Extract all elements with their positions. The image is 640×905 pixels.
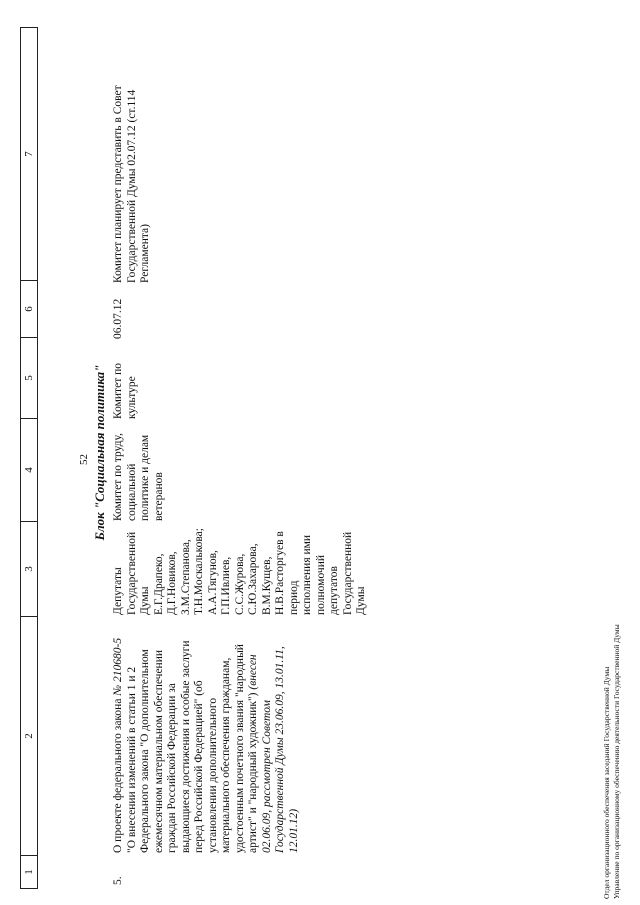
column-number: 4: [21, 418, 37, 521]
bill-title-text: О проекте федерального закона: [112, 695, 124, 853]
bill-title-body: "О внесении изменений в статьи 1 и 2 Федерального закона "О дополнительном ежемесячном материальном обеспечении граждан Российской Федерации за выдающиеся достижения и особые заслуги перед Российской Федерацией" (об установлении дополнительного материального обеспечения гражданам, удостоенным почетного звания "народный артист" и "народный художник"): [125, 640, 259, 853]
column-number: 6: [21, 280, 37, 337]
table-row: [112, 29, 369, 889]
responsible-committee: Комитет по труду, социальной политике и делам ветеранов: [112, 433, 165, 521]
footer-line: Управление по организационному обеспечению деятельности Государственной Думы: [612, 624, 621, 899]
plan-note: Комитет планирует представить в Совет Государственной Думы 02.07.12 (ст.114 Регламента): [112, 85, 151, 283]
authors: Депутаты Государственной Думы Е.Г.Драпеко, Д.Г.Новиков, З.М.Степанова, Т.Н.Москалькова; А.А.Тягунов, Г.П.Ивлиев, С.С.Журова, С.Ю.Захарова, В.М.Кущев, Н.В.Расторгуев в период исполнения ими полномочий депутатов Государственной Думы: [112, 528, 367, 615]
row-number: 5.: [112, 876, 124, 885]
block-title: Блок "Социальная политика": [92, 364, 107, 541]
column-number: 5: [21, 337, 37, 418]
date: 06.07.12: [112, 298, 124, 339]
bill-number: № 210680-5: [112, 637, 124, 696]
footer-line: Отдел организационного обеспечения заседаний Государственной Думы: [602, 666, 611, 899]
column-number: 3: [21, 521, 37, 616]
column-header: [20, 27, 38, 889]
page-number: 52: [78, 454, 90, 465]
co-committee: Комитет по культуре: [112, 363, 138, 419]
column-number: 7: [23, 151, 35, 157]
column-number: 2: [21, 616, 37, 855]
bill-note: (внесен 02.06.09, рассмотрен Советом Государственной Думы 23.06.09, 13.01.11, 12.01.12): [247, 646, 300, 853]
bill-title: [112, 619, 369, 857]
footer: [602, 624, 622, 899]
column-number: 1: [21, 855, 37, 888]
